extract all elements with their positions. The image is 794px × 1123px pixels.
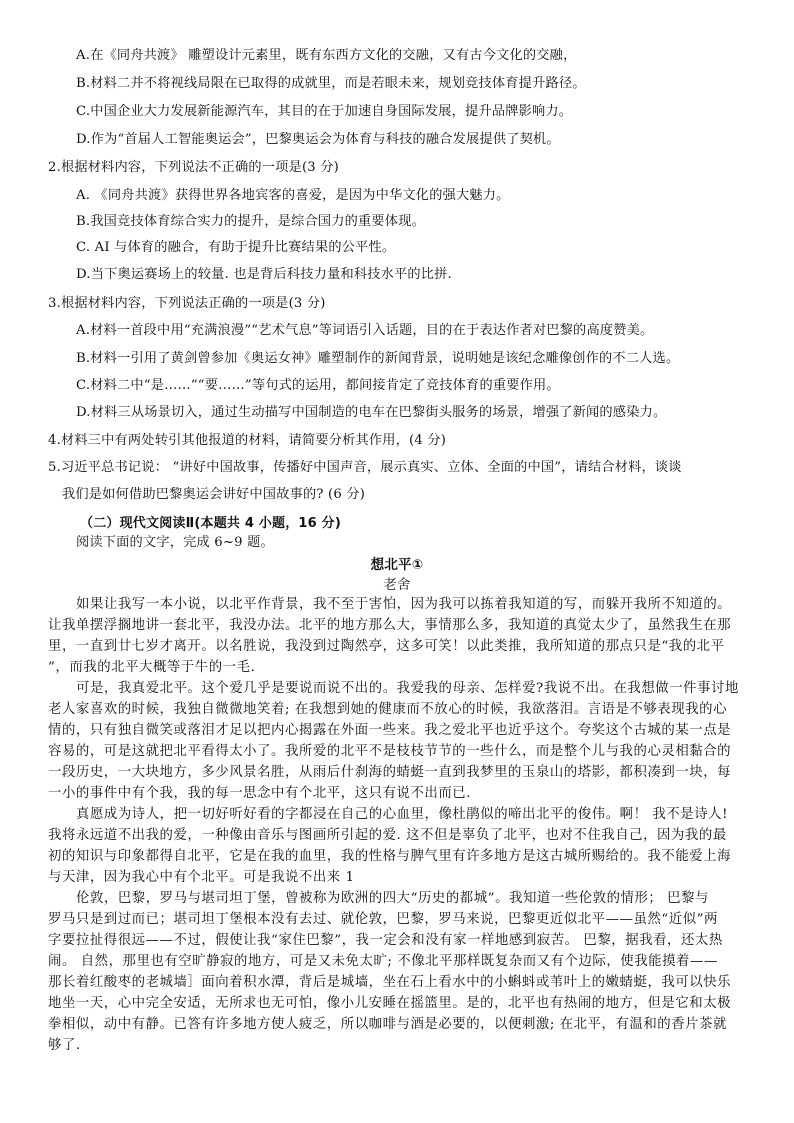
- article-line: 罗马只是到过而已；堪司坦丁堡根本没有去过、就伦敦，巴黎，罗马来说，巴黎更近似北平——虽然“近似”两: [48, 912, 718, 927]
- q2-option-d: D.当下奥运赛场上的较量. 也是背后科技力量和科技水平的比拼.: [76, 267, 452, 282]
- article-line: 里，一直到廿七岁才离开。以名胜说，我没到过陶然亭，这多可笑！以此类推，我所知道的那点只是“我的北平: [48, 639, 725, 654]
- q2-option-a: A. 《同舟共渡》获得世界各地宾客的喜爱，是因为中华文化的强大魅力。: [76, 188, 510, 203]
- article-line: 如果让我写一本小说，以北平作背景，我不至于害怕，因为我可以拣着我知道的写，而躲开我所不知道的。: [76, 597, 732, 612]
- q3-option-d: D.材料三从场景切入，通过生动描写中国制造的电车在巴黎街头服务的场景，增强了新闻的感染力。: [76, 405, 667, 420]
- article-line: ”，而我的北平大概等于牛的一毛.: [48, 660, 256, 675]
- article-line: 一小的事件中有个我，我的每一思念中有个北平，这只有说不出而已.: [48, 786, 472, 801]
- q2-stem: 2.根据材料内容，下列说法不正确的一项是(3 分): [48, 160, 340, 175]
- article-line: 地坐一天，心中完全安适，无所求也无可怕，像小儿安睡在摇篮里。是的，北平也有热闹的地方，但是它和太极: [48, 996, 732, 1011]
- q3-option-b: B.材料一引用了黄剑曾参加《奥运女神》雕塑制作的新闻背景，说明她是该纪念雕像创作的不二人选。: [76, 351, 680, 366]
- article-line: 与天津，因为我心中有个北平。可是我说不出来 1: [48, 870, 355, 885]
- q2-option-c: C. AI 与体育的融合，有助于提升比赛结果的公平性。: [76, 240, 396, 255]
- article-line: 初的知识与印象都得自北平，它是在我的血里，我的性格与脾气里有许多地方是这古城所赐给的。我不能爱上海: [48, 849, 732, 864]
- q1-option-b: B.材料二并不将视线局限在已取得的成就里，而是若眼未来，规划竞技体育提升路径。: [76, 76, 586, 91]
- article-line: 字要拉扯得很远——不过，假使让我“家住巴黎”，我一定会和没有家一样地感到寂苦。 巴黎，据我看，还太热: [48, 933, 723, 948]
- q4-stem: 4.材料三中有两处转引其他报道的材料，请简要分析其作用，(4 分): [48, 433, 447, 448]
- article-line: 情的，只有独自微笑或落泪才足以把内心揭露在外面一些来。我之爱北平也近乎这个。夸奖这个古城的某一点是: [48, 723, 732, 738]
- q5-stem-line2: 我们是如何借助巴黎奥运会讲好中国故事的? (6 分): [62, 487, 366, 502]
- section-intro: 阅读下面的文字，完成 6~9 题。: [76, 535, 274, 550]
- article-line: 伦敦，巴黎，罗马与堪司坦丁堡，曾被称为欧洲的四大“历史的都城”。我知道一些伦敦的情形； 巴黎与: [76, 891, 709, 906]
- q5-stem-line1: 5.习近平总书记说： “讲好中国故事，传播好中国声音，展示真实、立体、全面的中国”，请结合材料，谈谈: [48, 460, 682, 475]
- article-line: 那长着红酸枣的老城墙］面向着积水潭，背后是城墙，坐在石上看水中的小蝌蚪或苇叶上的嫩蜻蜓，我可以快乐: [48, 975, 732, 990]
- article-author: 老舍: [383, 577, 411, 593]
- q3-stem: 3.根据材料内容，下列说法正确的一项是(3 分): [48, 296, 326, 311]
- article-line: 真愿成为诗人，把一切好听好看的字都浸在自己的心血里，像杜鹃似的啼出北平的俊伟。啊！ 我不是诗人!: [76, 807, 729, 822]
- q2-option-b: B.我国竞技体育综合实力的提升，是综合国力的重要体现。: [76, 214, 425, 229]
- article-line: 一段历史，一大块地方，多少风景名胜，从雨后什刹海的蜻蜓一直到我梦里的玉泉山的塔影，都积凑到一块，每: [48, 765, 732, 780]
- q1-option-c: C.中国企业大力发展新能源汽车，其目的在于加速自身国际发展，提升品牌影响力。: [76, 104, 573, 119]
- article-line: 闹。 自然，那里也有空旷静寂的地方，可是又未免太旷; 不像北平那样既复杂而又有个边际，使我能摸着——: [48, 954, 718, 969]
- article-line: 让我单摆浮搁地讲一套北平，我没办法。北平的地方那么大，事情那么多，我知道的真觉太少了，虽然我生在那: [48, 618, 732, 633]
- q3-option-c: C.材料二中“是……”“要……”等句式的运用，都间接肯定了竞技体育的重要作用。: [76, 378, 560, 393]
- article-line: 老人家喜欢的时候，我独自微微地笑着; 在我想到她的健康而不放心的时候，我欲落泪。言语是不够表现我的心: [48, 702, 728, 717]
- article-line: 我将永远道不出我的爱，一种像由音乐与图画所引起的爱. 这不但是辜负了北平，也对不住我自己，因为我的最: [48, 828, 727, 843]
- q3-option-a: A.材料一首段中用“充满浪漫”“艺术气息”等词语引入话题，目的在于表达作者对巴黎的高度赞美。: [76, 323, 654, 338]
- article-line: 容易的，可是这就把北平看得太小了。我所爱的北平不是枝枝节节的一些什么，而是整个儿与我的心灵相黏合的: [48, 744, 732, 759]
- q1-option-d: D.作为“首届人工智能奥运会”，巴黎奥运会为体育与科技的融合发展提供了契机。: [76, 132, 560, 147]
- article-line: 可是，我真爱北平。这个爱几乎是要说而说不出的。我爱我的母亲、怎样爱?我说不出。在我想做一件事讨地: [76, 681, 739, 696]
- article-line: 拳相似，动中有静。已答有许多地方使人疲乏，所以咖啡与酒是必要的，以便刺激; 在北平，有温和的香片茶就: [48, 1017, 728, 1032]
- article-title: 想北平①: [370, 557, 424, 573]
- article-line: 够了.: [48, 1038, 81, 1053]
- section-heading: （二）现代文阅读Ⅱ(本题共 4 小题，16 分): [80, 516, 341, 531]
- q1-option-a: A.在《同舟共渡》 雕塑设计元素里，既有东西方文化的交融，又有古今文化的交融，: [76, 48, 577, 63]
